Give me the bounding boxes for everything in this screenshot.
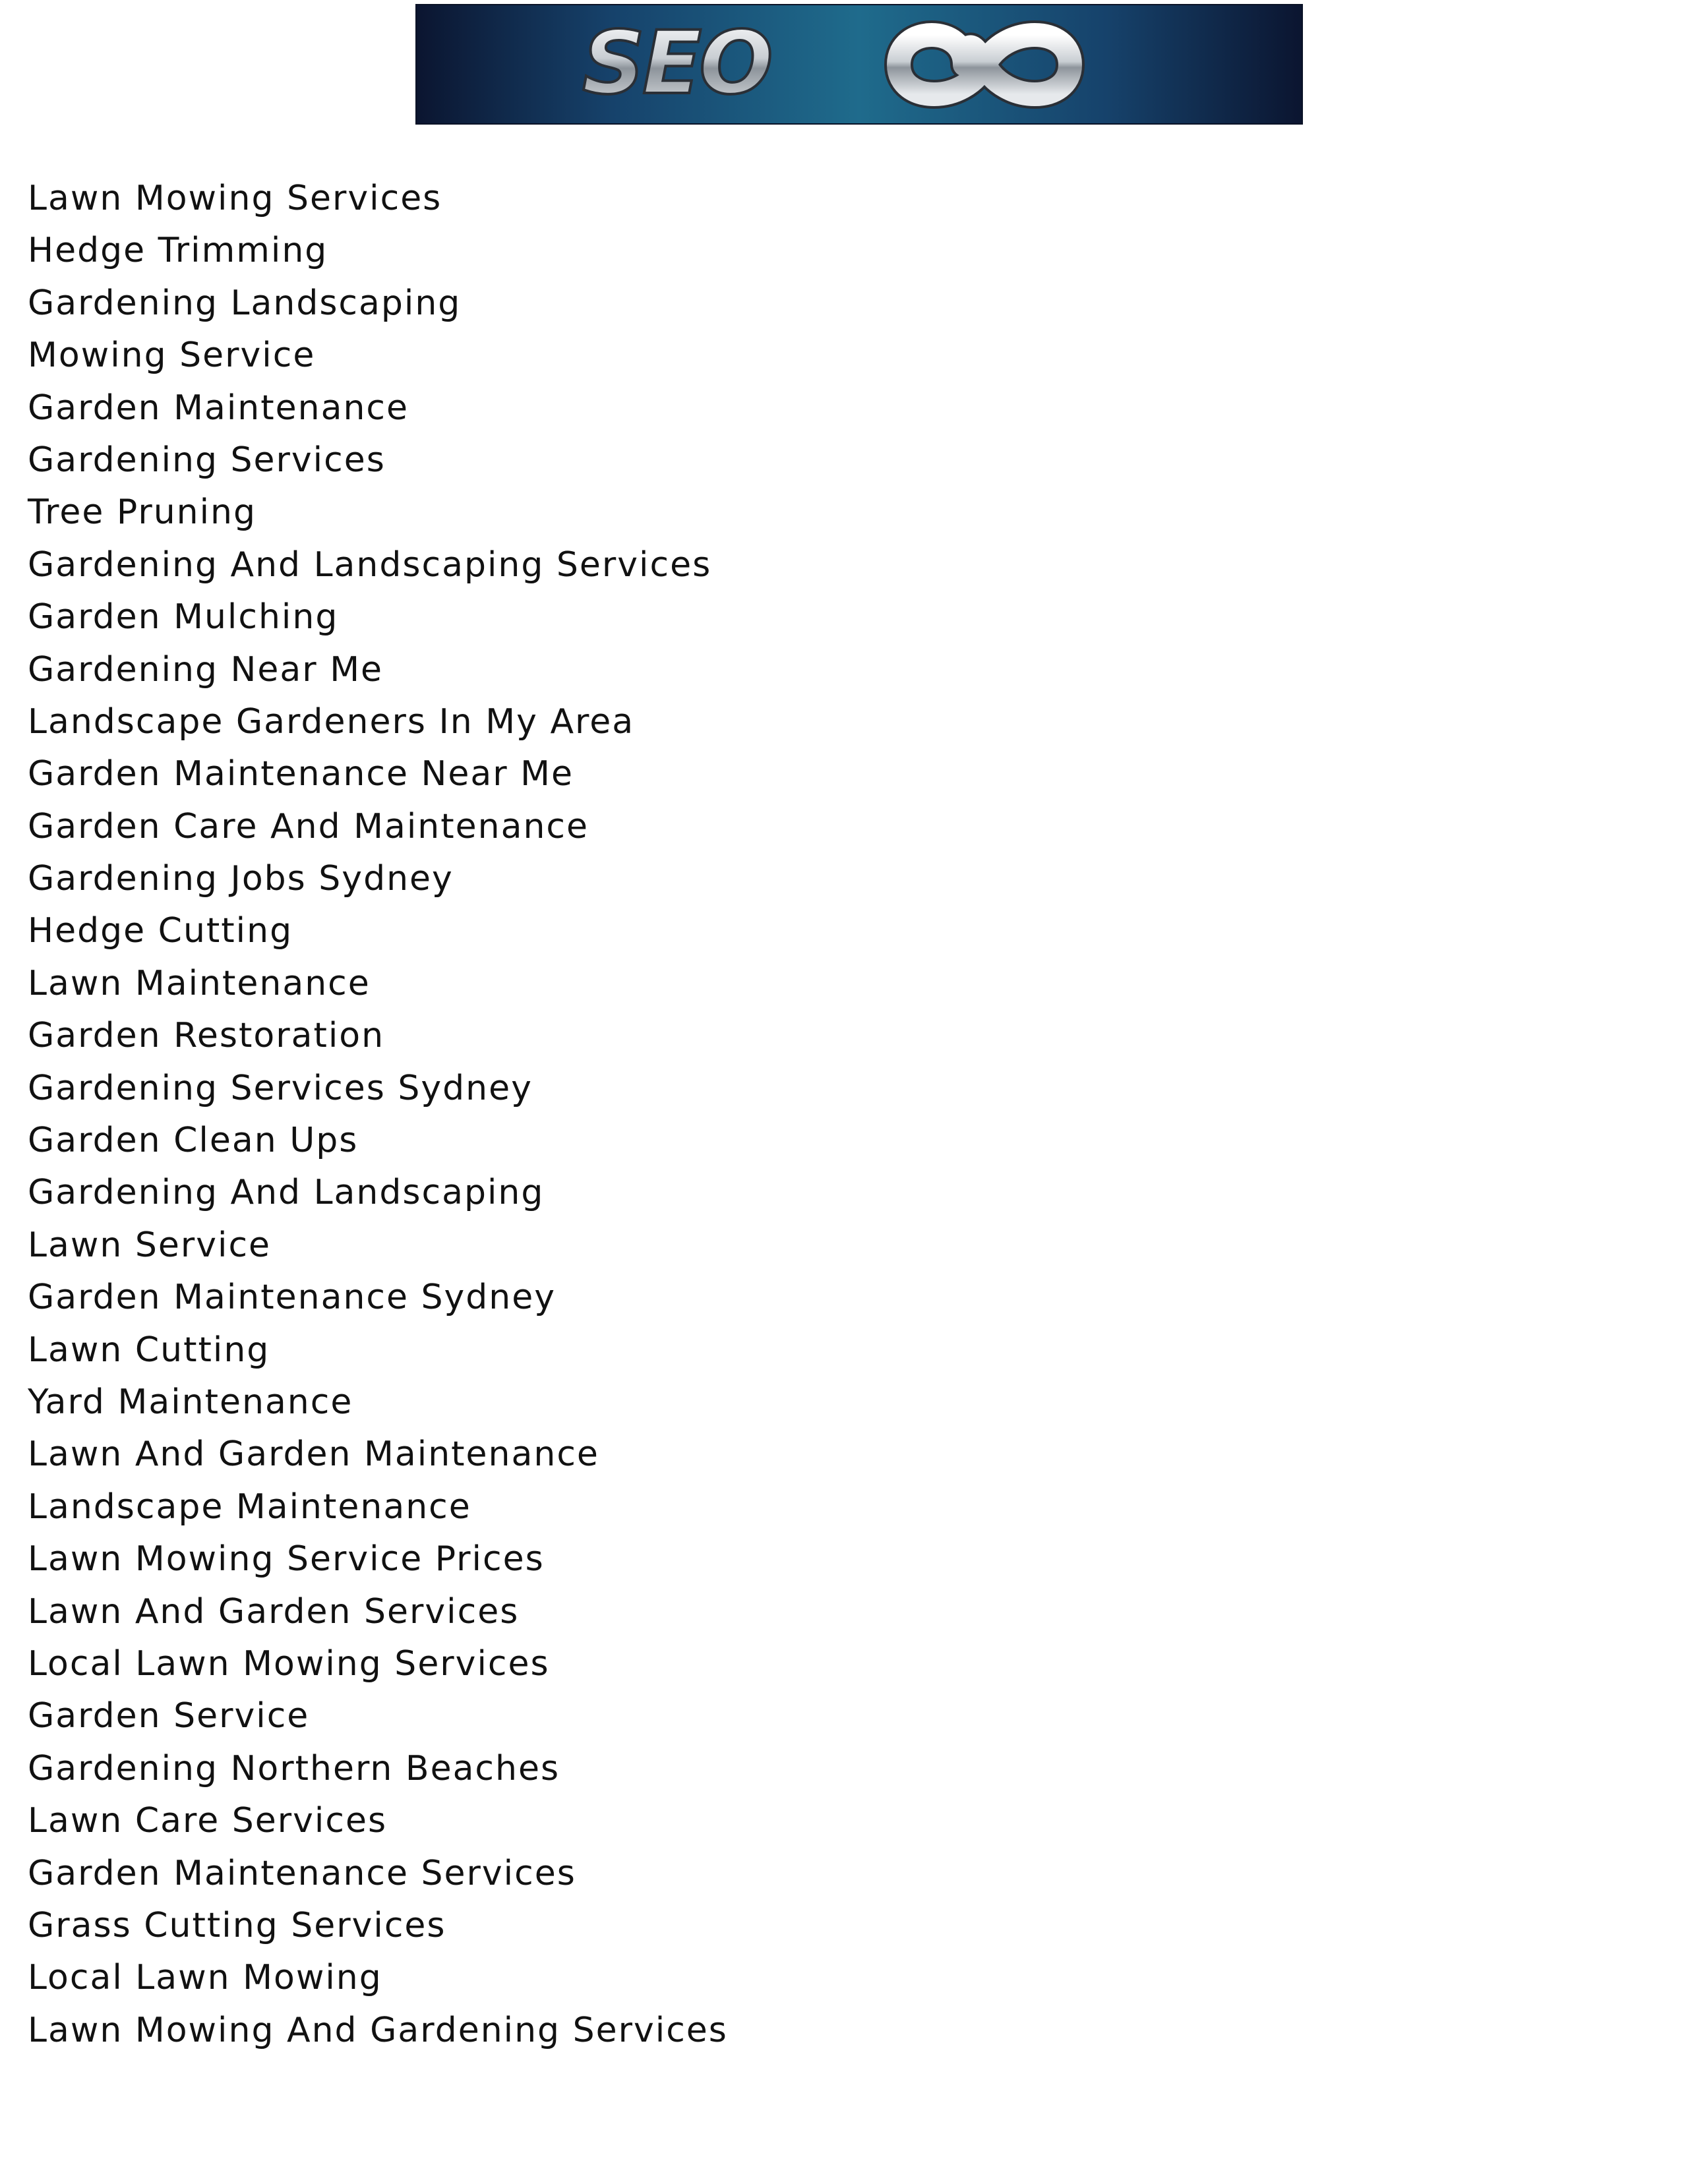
keyword-item: Gardening And Landscaping Services — [28, 545, 712, 585]
keyword-item: Lawn And Garden Maintenance — [28, 1434, 599, 1475]
seo-logo — [576, 9, 1143, 121]
keyword-item: Lawn Care Services — [28, 1801, 388, 1841]
keyword-item: Lawn And Garden Services — [28, 1591, 520, 1632]
infinity-icon — [899, 35, 1070, 94]
keyword-item: Grass Cutting Services — [28, 1905, 446, 1945]
keyword-item: Garden Care And Maintenance — [28, 806, 589, 846]
keyword-item: Garden Mulching — [28, 597, 339, 637]
seo-logo-banner — [415, 4, 1303, 125]
keyword-item: Tree Pruning — [28, 492, 257, 533]
keyword-item: Garden Maintenance Sydney — [28, 1278, 557, 1318]
keyword-item: Lawn Cutting — [28, 1330, 270, 1370]
keyword-item: Gardening Landscaping — [28, 283, 462, 323]
keyword-item: Gardening Near Me — [28, 649, 384, 690]
keyword-item: Yard Maintenance — [28, 1382, 353, 1422]
keyword-item: Mowing Service — [28, 336, 316, 376]
keyword-item: Hedge Trimming — [28, 231, 328, 271]
keyword-item: Garden Clean Ups — [28, 1121, 359, 1161]
keyword-item: Local Lawn Mowing Services — [28, 1643, 550, 1684]
keyword-list — [28, 173, 728, 2057]
keyword-item: Gardening Services Sydney — [28, 1068, 533, 1108]
keyword-item: Lawn Mowing And Gardening Services — [28, 2010, 728, 2050]
keyword-item: Garden Service — [28, 1696, 310, 1736]
keyword-item: Lawn Service — [28, 1225, 272, 1265]
seo-logo-text: SEO — [582, 12, 771, 114]
keyword-item: Garden Maintenance — [28, 388, 409, 428]
keyword-item: Gardening Jobs Sydney — [28, 859, 454, 899]
keyword-item: Lawn Mowing Services — [28, 179, 442, 218]
keyword-item: Lawn Maintenance — [28, 963, 371, 1003]
keyword-item: Garden Maintenance Services — [28, 1853, 576, 1893]
keyword-item: Gardening And Landscaping — [28, 1173, 545, 1213]
keyword-item: Local Lawn Mowing — [28, 1958, 382, 1998]
keyword-item: Landscape Maintenance — [28, 1487, 471, 1527]
keyword-item: Lawn Mowing Service Prices — [28, 1539, 545, 1579]
keyword-item: Hedge Cutting — [28, 911, 293, 951]
keyword-item: Garden Maintenance Near Me — [28, 754, 574, 794]
keyword-item: Landscape Gardeners In My Area — [28, 701, 635, 742]
keyword-item: Garden Restoration — [28, 1016, 385, 1056]
keyword-item: Gardening Services — [28, 440, 386, 480]
keyword-item: Gardening Northern Beaches — [28, 1748, 560, 1788]
